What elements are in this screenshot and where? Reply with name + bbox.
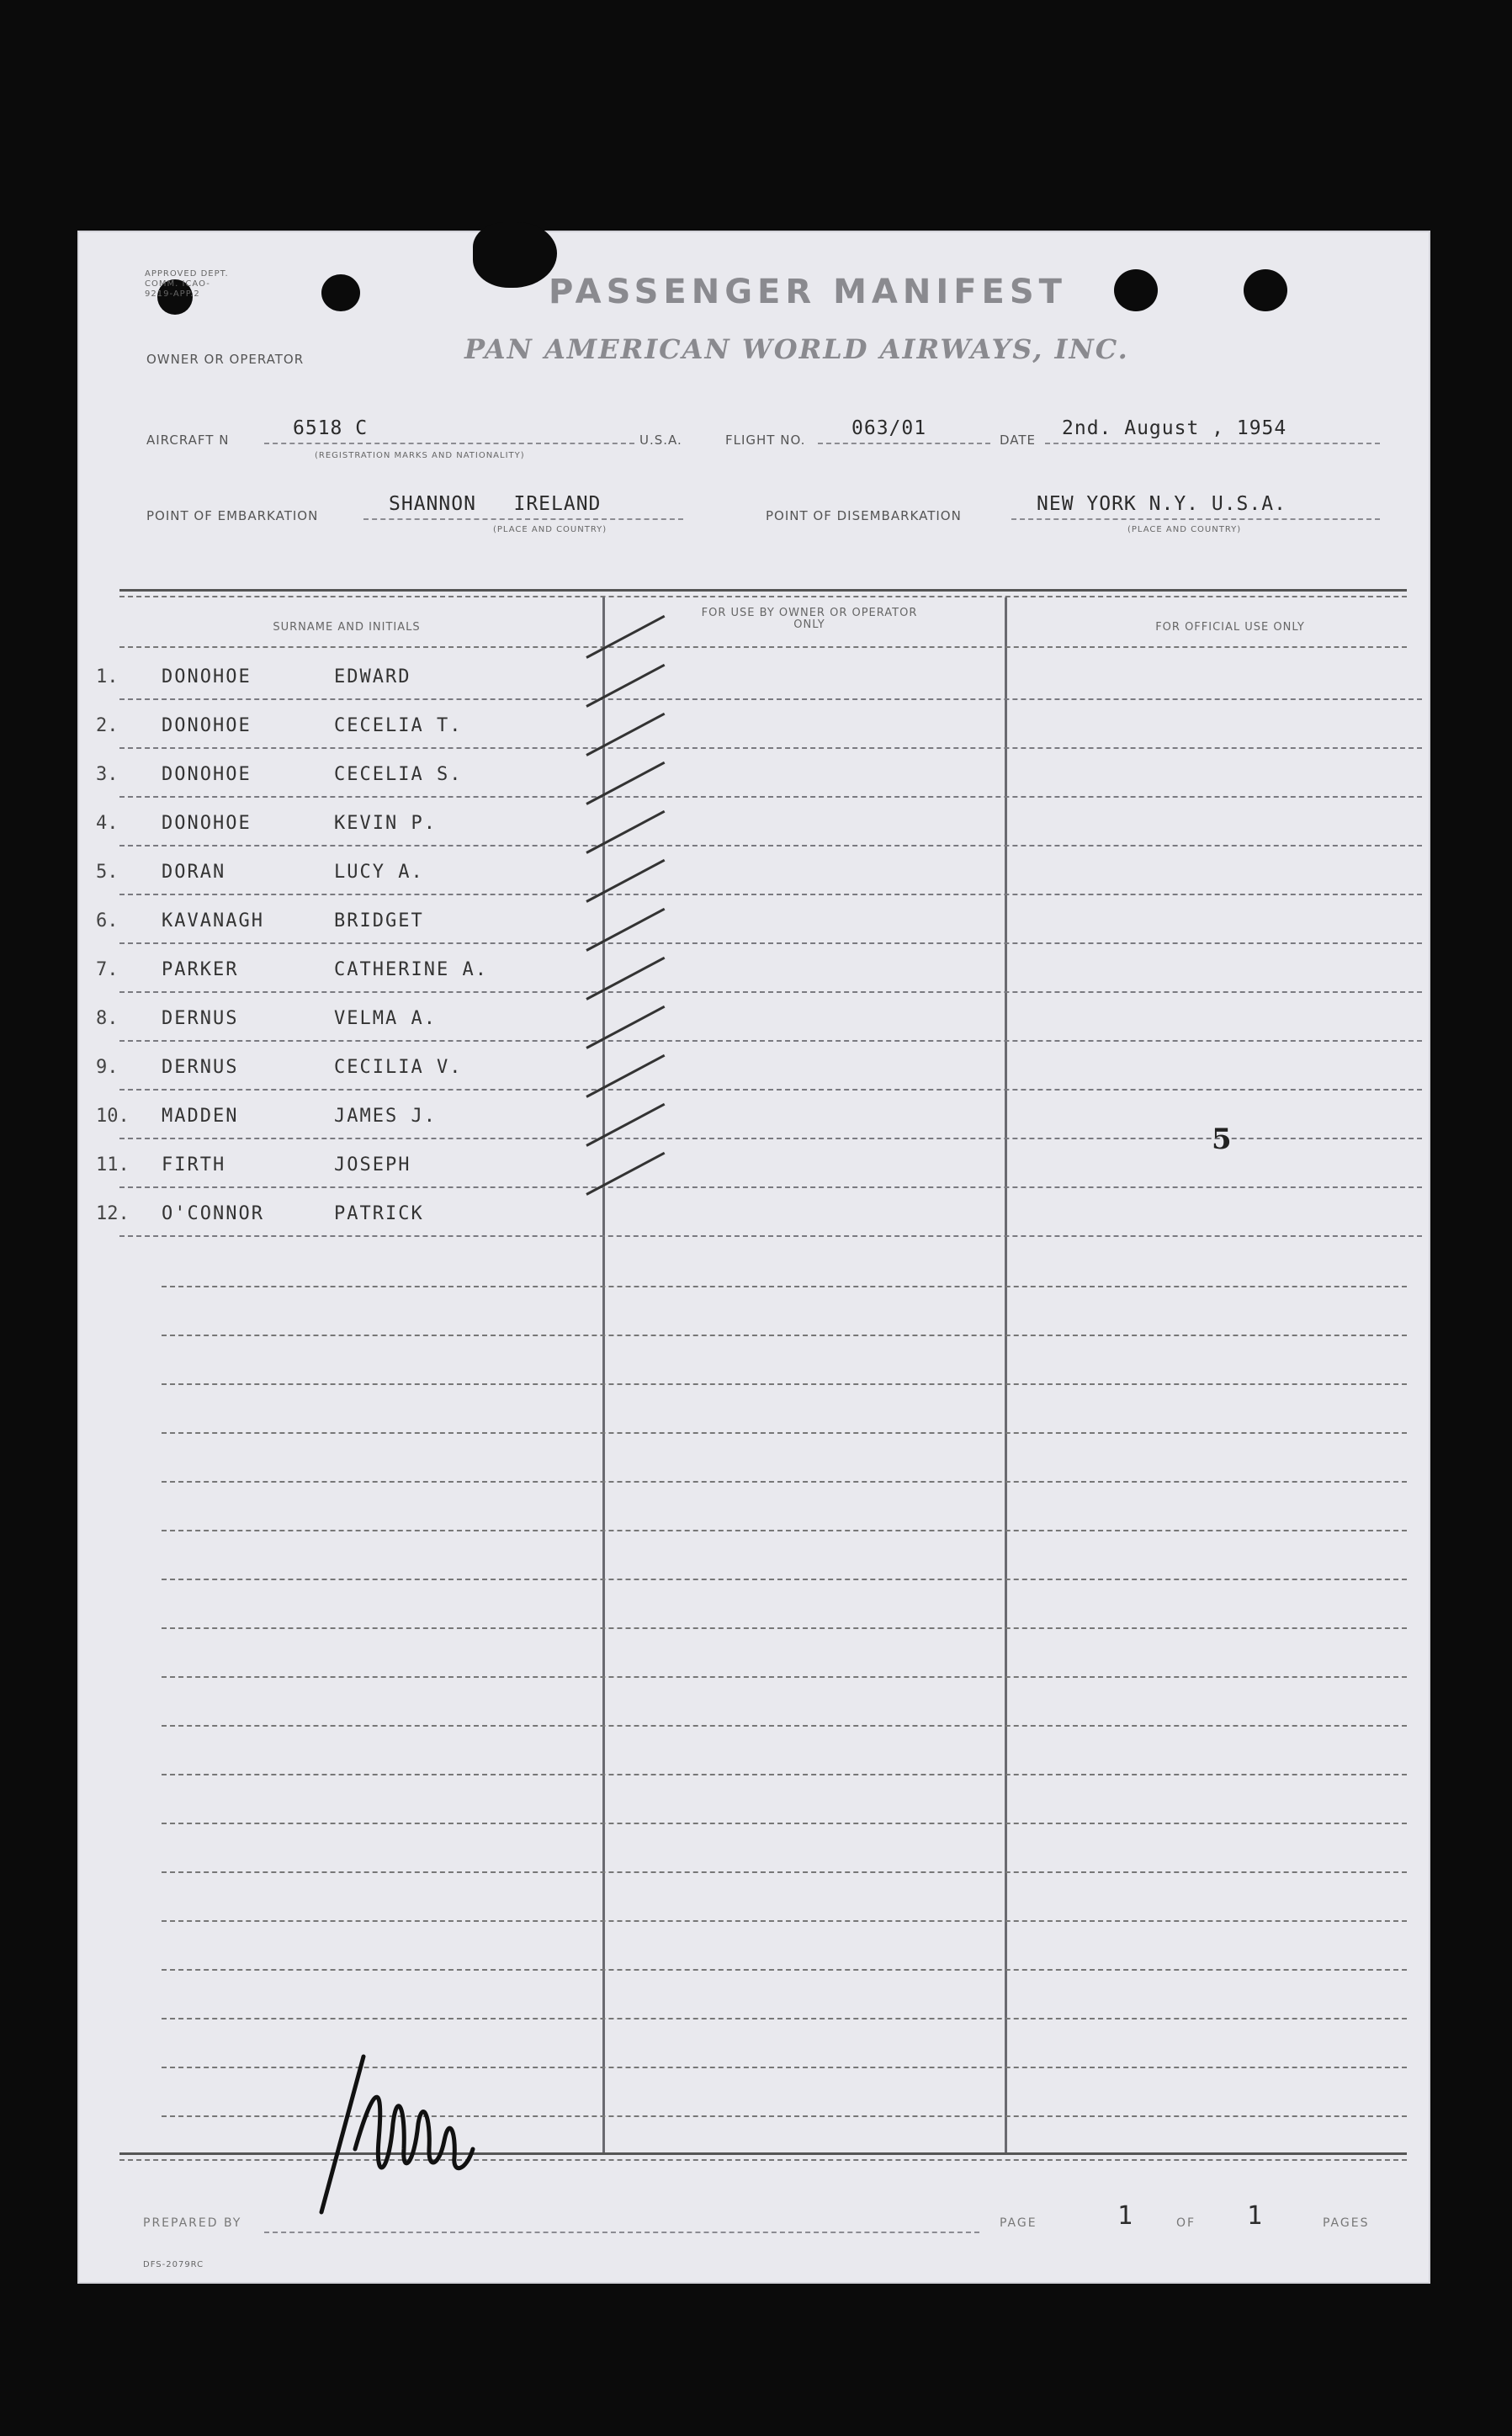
surname-cell: KAVANAGH — [162, 910, 264, 931]
manifest-sheet — [77, 231, 1430, 2284]
blank-row-line — [162, 1481, 1407, 1483]
aircraft-sublabel: (REGISTRATION MARKS AND NATIONALITY) — [315, 451, 525, 460]
embarkation-value: SHANNON IRELAND — [389, 493, 602, 515]
row-number: 6. — [96, 910, 119, 931]
row-number: 5. — [96, 862, 119, 883]
usa-label: U.S.A. — [639, 433, 682, 448]
surname-cell: MADDEN — [162, 1106, 239, 1127]
blank-row-line — [162, 1432, 1407, 1434]
surname-cell: DERNUS — [162, 1057, 239, 1078]
given-name-cell: VELMA A. — [334, 1008, 437, 1029]
punch-hole — [1114, 269, 1158, 311]
given-name-cell: JAMES J. — [334, 1106, 437, 1127]
approved-stamp: APPROVED DEPT. COMM. ICAO-9219-APP.2 — [145, 269, 229, 299]
page-total: 1 — [1247, 2201, 1264, 2231]
surname-cell: O'CONNOR — [162, 1203, 264, 1224]
aircraft-label: AIRCRAFT N — [146, 433, 230, 448]
given-name-cell: BRIDGET — [334, 910, 424, 931]
signature — [305, 2023, 523, 2216]
disembarkation-value: NEW YORK N.Y. U.S.A. — [1037, 493, 1287, 515]
given-name-cell: LUCY A. — [334, 862, 424, 883]
surname-cell: DONOHOE — [162, 715, 252, 736]
torn-corner — [473, 222, 557, 288]
table-row — [77, 993, 1430, 1042]
punch-hole — [321, 274, 360, 311]
blank-row-line — [162, 1969, 1407, 1971]
prepared-by-label: PREPARED BY — [143, 2216, 242, 2230]
page-title: PASSENGER MANIFEST — [549, 273, 1067, 311]
blank-row-line — [162, 1725, 1407, 1727]
given-name-cell: CECELIA S. — [334, 764, 463, 785]
blank-row-line — [162, 1871, 1407, 1873]
punch-hole — [1244, 269, 1287, 311]
form-code: DFS-2079RC — [143, 2260, 204, 2269]
row-number: 11. — [96, 1154, 130, 1176]
official-annotation: 5 — [1212, 1122, 1232, 1156]
row-number: 7. — [96, 959, 119, 980]
column-header-official-use: FOR OFFICIAL USE ONLY — [1155, 621, 1305, 634]
company-name: PAN AMERICAN WORLD AIRWAYS, INC. — [464, 333, 1129, 365]
row-number: 10. — [96, 1106, 130, 1127]
date-value: 2nd. August , 1954 — [1062, 417, 1287, 439]
column-header-surname: SURNAME AND INITIALS — [273, 621, 421, 634]
column-header-owner-use: FOR USE BY OWNER OR OPERATOR ONLY — [701, 607, 918, 631]
flight-label: FLIGHT NO. — [725, 433, 806, 448]
blank-row-line — [162, 1627, 1407, 1629]
blank-row-line — [162, 1920, 1407, 1922]
embarkation-label: POINT OF EMBARKATION — [146, 508, 319, 523]
check-mark — [586, 615, 665, 659]
blank-row-line — [162, 1383, 1407, 1385]
table-row — [77, 700, 1430, 749]
table-row — [77, 944, 1430, 993]
given-name-cell: EDWARD — [334, 666, 411, 687]
row-number: 1. — [96, 666, 119, 687]
table-row — [77, 895, 1430, 944]
surname-cell: DORAN — [162, 862, 226, 883]
table-row — [77, 1042, 1430, 1091]
page-label: PAGE — [1000, 2216, 1037, 2230]
flight-value: 063/01 — [851, 417, 927, 439]
given-name-cell: KEVIN P. — [334, 813, 437, 834]
given-name-cell: CECILIA V. — [334, 1057, 463, 1078]
table-row — [77, 1188, 1430, 1237]
surname-cell: FIRTH — [162, 1154, 226, 1176]
owner-operator-label: OWNER OR OPERATOR — [146, 352, 305, 367]
blank-row-line — [162, 1774, 1407, 1775]
blank-row-line — [162, 1676, 1407, 1678]
table-row — [77, 651, 1430, 700]
table-row — [77, 846, 1430, 895]
given-name-cell: JOSEPH — [334, 1154, 411, 1176]
row-number: 3. — [96, 764, 119, 785]
table-row — [77, 798, 1430, 846]
surname-cell: DERNUS — [162, 1008, 239, 1029]
given-name-cell: CATHERINE A. — [334, 959, 488, 980]
disembarkation-sublabel: (PLACE AND COUNTRY) — [1127, 525, 1242, 534]
surname-cell: DONOHOE — [162, 813, 252, 834]
blank-row-line — [162, 1579, 1407, 1580]
row-number: 8. — [96, 1008, 119, 1029]
row-number: 2. — [96, 715, 119, 736]
surname-cell: DONOHOE — [162, 764, 252, 785]
blank-row-line — [162, 1530, 1407, 1531]
table-row — [77, 749, 1430, 798]
embarkation-sublabel: (PLACE AND COUNTRY) — [493, 525, 607, 534]
surname-cell: PARKER — [162, 959, 239, 980]
pages-label: PAGES — [1323, 2216, 1370, 2230]
blank-row-line — [162, 2018, 1407, 2019]
row-number: 12. — [96, 1203, 130, 1224]
date-label: DATE — [1000, 433, 1037, 448]
given-name-cell: CECELIA T. — [334, 715, 463, 736]
disembarkation-label: POINT OF DISEMBARKATION — [766, 508, 962, 523]
given-name-cell: PATRICK — [334, 1203, 424, 1224]
blank-row-line — [162, 1335, 1407, 1336]
blank-row-line — [162, 1286, 1407, 1287]
surname-cell: DONOHOE — [162, 666, 252, 687]
page-number: 1 — [1117, 2201, 1134, 2231]
of-label: OF — [1176, 2216, 1196, 2230]
blank-row-line — [162, 1823, 1407, 1824]
row-number: 9. — [96, 1057, 119, 1078]
aircraft-value: 6518 C — [293, 417, 369, 439]
row-number: 4. — [96, 813, 119, 834]
